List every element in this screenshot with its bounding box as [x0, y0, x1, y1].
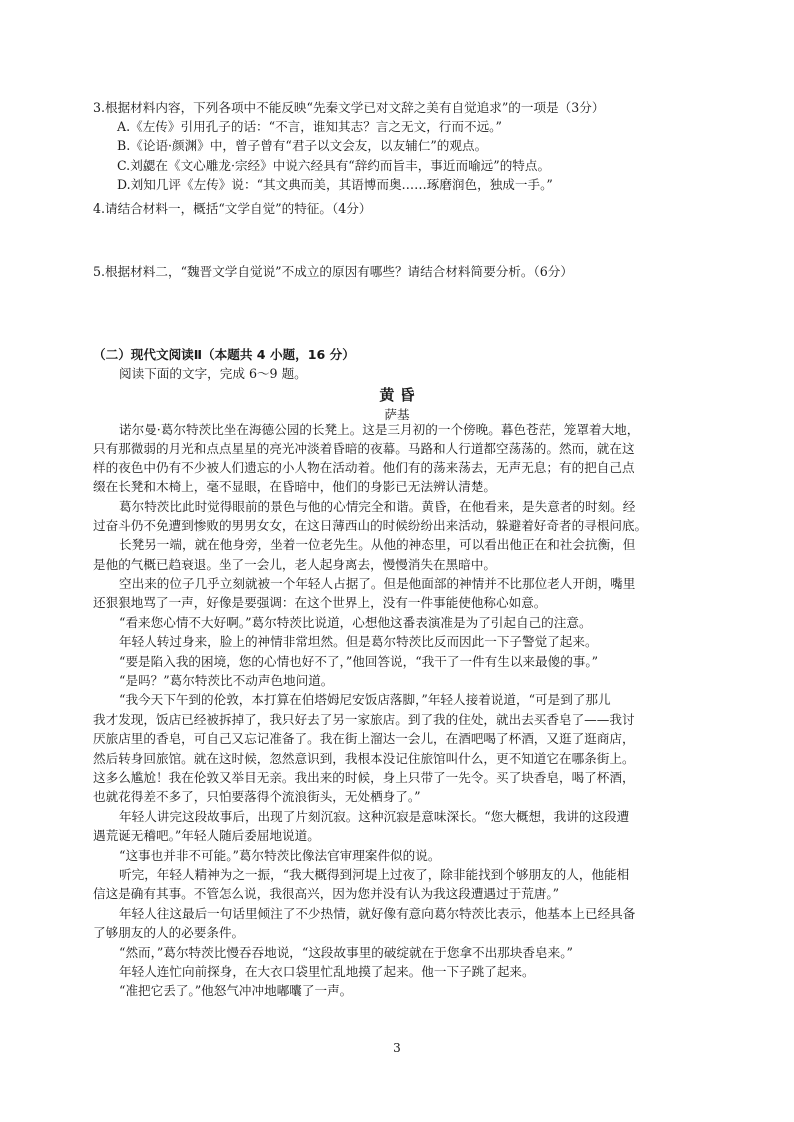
story-line: 缀在长凳和木椅上，毫不显眼，在昏暗中，他们的身影已无法辨认清楚。 [93, 479, 496, 494]
story-title: 黄 昏 [379, 386, 415, 404]
question-5: 5.根据材料二，“魏晋文学自觉说”不成立的原因有哪些？请结合材料简要分析。（6分） [93, 264, 573, 279]
story-line: “然而，”葛尔特茨比慢吞吞地说，“这段故事里的破绽就在于您拿不出那块香皂来。” [119, 945, 573, 960]
story-line: 还狠狠地骂了一声，好像是要强调：在这个世界上，没有一件事能使他称心如意。 [93, 595, 547, 610]
story-author: 萨基 [384, 407, 410, 422]
story-line: 葛尔特茨比此时觉得眼前的景色与他的心情完全和谐。黄昏，在他看来，是失意者的时刻。经 [119, 499, 636, 514]
story-line: 信这是确有其事。不管怎么说，我很高兴，因为您并没有认为我这段遭遇过于荒唐。” [93, 886, 560, 901]
story-line: 了够朋友的人的必要条件。 [93, 925, 245, 940]
story-line: 这多么尴尬！我在伦敦又举目无亲。我出来的时候，身上只带了一先令。买了块香皂，喝了杯酒， [93, 770, 635, 785]
story-line: 然后转身回旅馆。就在这时候，忽然意识到，我根本没记住旅馆叫什么，更不知道它在哪条街上。 [93, 751, 635, 766]
story-line: 厌旅店里的香皂，可自己又忘记准备了。我在街上溜达一会儿，在酒吧喝了杯酒，又逛了逛商店， [93, 731, 635, 746]
story-line: 空出来的位子几乎立刻就被一个年轻人占据了。但是他面部的神情并不比那位老人开朗，嘴里 [119, 576, 636, 591]
question-3-stem: 3.根据材料内容，下列各项中不能反映“先秦文学已对文辞之美有自觉追求”的一项是（3分） [93, 100, 605, 115]
question-3-option-a: A.《左传》引用孔子的话：“不言，谁知其志？言之无文，行而不远。” [117, 119, 502, 134]
story-line: “这事也并非不可能。”葛尔特茨比像法官审理案件似的说。 [119, 848, 441, 863]
story-line: 只有那微弱的月光和点点星星的亮光冲淡着昏暗的夜幕。马路和人行道都空荡荡的。然而，就在这 [93, 441, 635, 456]
story-line: 听完，年轻人精神为之一振，“我大概得到河堤上过夜了，除非能找到个够朋友的人，他能相 [119, 867, 630, 882]
story-line: 遇荒诞无稽吧。”年轻人随后委屈地说道。 [93, 828, 320, 843]
story-line: “看来您心情不大好啊。”葛尔特茨比说道，心想他这番表演准是为了引起自己的注意。 [119, 615, 592, 630]
question-3-option-d: D.刘知几评《左传》说：“其文典而美，其语博而奥……琢磨润色，独成一手。” [117, 177, 553, 192]
question-3-option-c: C.刘勰在《文心雕龙·宗经》中说六经具有“辞约而旨丰，事近而喻远”的特点。 [117, 158, 551, 173]
story-line: “准把它丢了。”他怒气冲冲地嘟囔了一声。 [119, 983, 353, 998]
story-line: 是他的气概已趋衰退。坐了一会儿，老人起身离去，慢慢消失在黑暗中。 [93, 557, 496, 572]
page-number: 3 [393, 1041, 401, 1055]
section-instruction: 阅读下面的文字，完成 6～9 题。 [119, 366, 307, 381]
section-heading: （二）现代文阅读Ⅱ（本题共 4 小题，16 分） [93, 347, 355, 362]
story-line: 年轻人连忙向前探身，在大衣口袋里忙乱地摸了起来。他一下子跳了起来。 [119, 964, 535, 979]
story-line: 年轻人讲完这段故事后，出现了片刻沉寂。这种沉寂是意味深长。“您大概想，我讲的这段遭 [119, 809, 630, 824]
story-line: 诺尔曼·葛尔特茨比坐在海德公园的长凳上。这是三月初的一个傍晚。暮色苍茫，笼罩着大地， [119, 422, 640, 437]
question-3-option-b: B.《论语·颜渊》中，曾子曾有“君子以文会友，以友辅仁”的观点。 [117, 138, 488, 153]
story-line: 过奋斗仍不免遭到惨败的男男女女，在这日薄西山的时候纷纷出来活动，躲避着好奇者的寻根问底。 [93, 518, 648, 533]
question-4: 4.请结合材料一，概括“文学自觉”的特征。（4分） [93, 201, 372, 216]
story-line: “我今天下午到的伦敦，本打算在伯塔姆尼安饭店落脚，”年轻人接着说道，“可是到了那儿 [119, 692, 611, 707]
story-line: 我才发现，饭店已经被拆掉了，我只好去了另一家旅店。到了我的住处，就出去买香皂了——我讨 [93, 712, 635, 727]
story-line: 样的夜色中仍有不少被人们遗忘的小人物在活动着。他们有的荡来荡去，无声无息；有的把自己点 [93, 460, 635, 475]
story-line: 年轻人转过身来，脸上的神情非常坦然。但是葛尔特茨比反而因此一下子警觉了起来。 [119, 634, 598, 649]
story-line: 长凳另一端，就在他身旁，坐着一位老先生。从他的神态里，可以看出他正在和社会抗衡，但 [119, 537, 636, 552]
story-line: “要是陷入我的困境，您的心情也好不了，”他回答说，“我干了一件有生以来最傻的事。” [119, 654, 599, 669]
story-line: 年轻人往这最后一句话里倾注了不少热情，就好像有意向葛尔特茨比表示，他基本上已经具备 [119, 906, 636, 921]
story-line: 也就花得差不多了，只怕要落得个流浪街头，无处栖身了。” [93, 789, 421, 804]
story-line: “是吗？”葛尔特茨比不动声色地问道。 [119, 673, 334, 688]
